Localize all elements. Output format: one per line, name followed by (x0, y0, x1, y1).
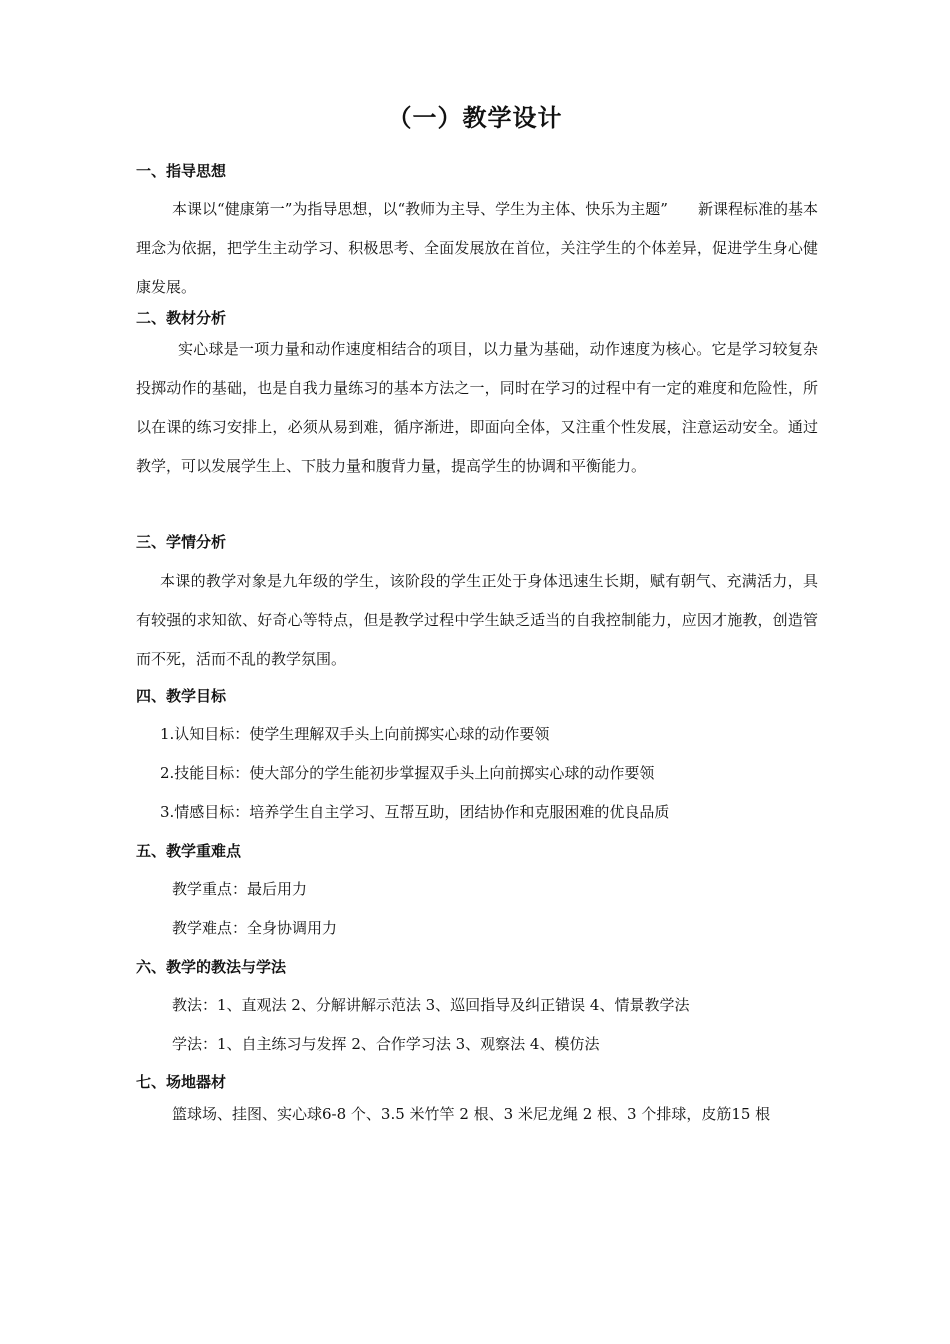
section-heading-equipment: 七、场地器材 (136, 1073, 227, 1091)
learning-method-item: 学法：1、自主练习与发挥 2、合作学习法 3、观察法 4、模仿法 (172, 1035, 600, 1053)
objective-item: 2.技能目标：使大部分的学生能初步掌握双手头上向前掷实心球的动作要领 (160, 764, 655, 782)
section-paragraph-material-analysis: 实心球是一项力量和动作速度相结合的项目，以力量为基础，动作速度为核心。它是学习较复杂投掷动作的基础，也是自我力量练习的基本方法之一，同时在学习的过程中有一定的难度和危险性，所以在课的练习安排上，必须从易到难，循序渐进，即面向全体，又注重个性发展，注意运动安全。通过教学，可以发展学生上、下肢力量和腹背力量，提高学生的协调和平衡能力。 (136, 340, 818, 475)
section-paragraph-guiding-ideology: 本课以“健康第一”为指导思想，以“教师为主导、学生为主体、快乐为主题” 新课程标准的基本理念为依据，把学生主动学习、积极思考、全面发展放在首位，关注学生的个体差异，促进学生身心健康发展。 (136, 200, 818, 296)
equipment-item: 篮球场、挂图、实心球6-8 个、3.5 米竹竿 2 根、3 米尼龙绳 2 根、3 个排球，皮筋15 根 (172, 1105, 771, 1123)
section-heading-teaching-objectives: 四、教学目标 (136, 687, 227, 705)
section-paragraph-student-analysis: 本课的教学对象是九年级的学生，该阶段的学生正处于身体迅速生长期，赋有朝气、充满活力，具有较强的求知欲、好奇心等特点，但是教学过程中学生缺乏适当的自我控制能力，应因才施教，创造管而不死，活而不乱的教学氛围。 (136, 572, 818, 668)
document-title: （一）教学设计 (387, 104, 563, 132)
section-heading-guiding-ideology: 一、指导思想 (136, 162, 227, 180)
difficulty-item: 教学难点：全身协调用力 (172, 919, 338, 937)
key-point-item: 教学重点：最后用力 (172, 880, 308, 898)
section-heading-methods: 六、教学的教法与学法 (136, 958, 287, 976)
objective-item: 1.认知目标：使学生理解双手头上向前掷实心球的动作要领 (160, 725, 550, 743)
section-heading-student-analysis: 三、学情分析 (136, 533, 227, 551)
section-heading-material-analysis: 二、教材分析 (136, 309, 227, 327)
objective-item: 3.情感目标：培养学生自主学习、互帮互助，团结协作和克服困难的优良品质 (160, 803, 670, 821)
teaching-method-item: 教法：1、直观法 2、分解讲解示范法 3、巡回指导及纠正错误 4、情景教学法 (172, 996, 690, 1014)
section-heading-key-points: 五、教学重难点 (136, 842, 242, 860)
